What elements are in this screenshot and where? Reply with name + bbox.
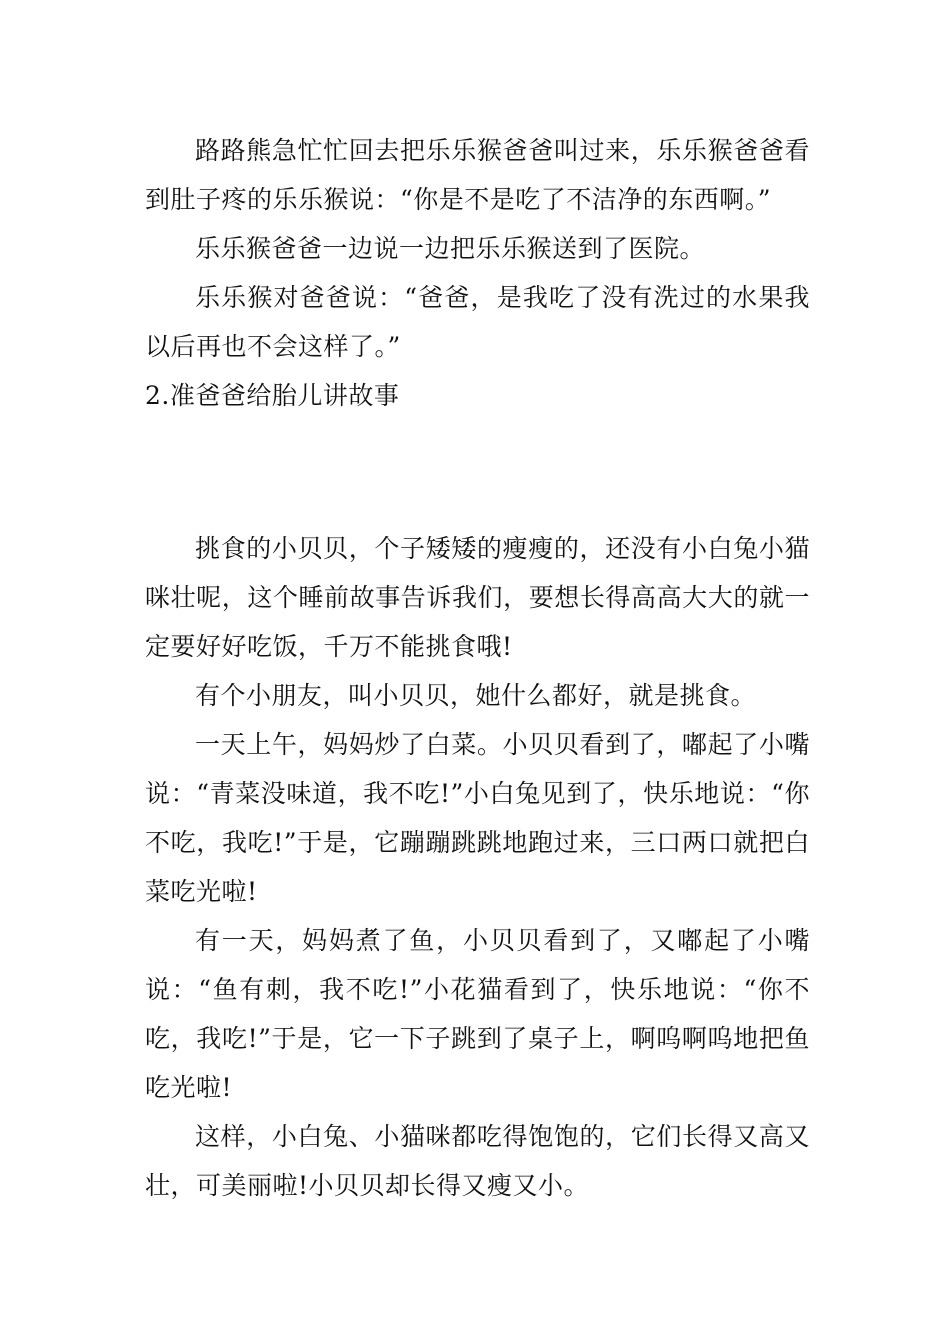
story-section-2 (145, 524, 810, 1210)
paragraph: 有一天，妈妈煮了鱼，小贝贝看到了，又嘟起了小嘴说：“鱼有刺，我不吃!”小花猫看到了，快乐地说：“你不吃，我吃!”于是，它一下子跳到了桌子上，啊呜啊呜地把鱼吃光啦! (145, 926, 810, 1102)
paragraph: 挑食的小贝贝，个子矮矮的瘦瘦的，还没有小白兔小猫咪壮呢，这个睡前故事告诉我们，要想长得高高大大的就一定要好好吃饭，千万不能挑食哦! (145, 534, 810, 661)
paragraph: 路路熊急忙忙回去把乐乐猴爸爸叫过来，乐乐猴爸爸看到肚子疼的乐乐猴说：“你是不是吃了不洁净的东西啊。” (145, 136, 810, 214)
section-heading: 2.准爸爸给胎儿讲故事 (145, 381, 400, 410)
paragraph: 有个小朋友，叫小贝贝，她什么都好，就是挑食。 (195, 681, 757, 710)
story-section-1 (145, 126, 810, 420)
paragraph: 这样，小白兔、小猫咪都吃得饱饱的，它们长得又高又壮，可美丽啦!小贝贝却长得又瘦又小。 (145, 1122, 810, 1200)
paragraph: 一天上午，妈妈炒了白菜。小贝贝看到了，嘟起了小嘴说：“青菜没味道，我不吃!”小白兔见到了，快乐地说：“你不吃，我吃!”于是，它蹦蹦跳跳地跑过来，三口两口就把白菜吃光啦! (145, 730, 810, 906)
paragraph: 乐乐猴对爸爸说：“爸爸，是我吃了没有洗过的水果我以后再也不会这样了。” (145, 283, 810, 361)
paragraph: 乐乐猴爸爸一边说一边把乐乐猴送到了医院。 (195, 234, 706, 263)
